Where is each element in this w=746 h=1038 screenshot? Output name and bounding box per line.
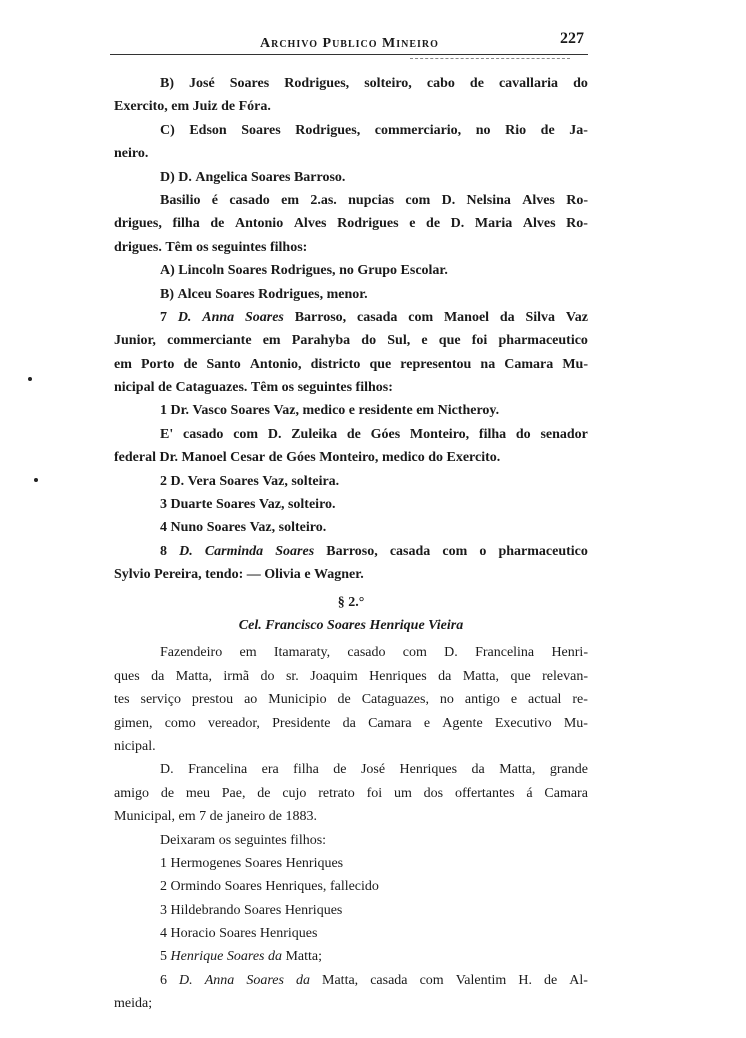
text-line: gimen, como vereador, Presidente da Camara e Agente Executivo Mu-: [114, 715, 588, 731]
text-line: E' casado com D. Zuleika de Góes Monteiro, filha do senador: [160, 426, 588, 442]
text-line: 6 D. Anna Soares da Matta, casada com Valentim H. de Al-: [160, 972, 588, 988]
running-title: Archivo Publico Mineiro: [260, 36, 439, 51]
text-line: Exercito, em Juiz de Fóra.: [114, 99, 271, 115]
text-line: meida;: [114, 996, 153, 1012]
text-line: Basilio é casado em 2.as. nupcias com D. Nelsina Alves Ro-: [160, 192, 588, 208]
section-number: § 2.°: [337, 594, 365, 610]
text-line: D. Francelina era filha de José Henriques da Matta, grande: [160, 762, 588, 778]
text-line: nicipal de Cataguazes. Têm os seguintes filhos:: [114, 380, 393, 396]
text-line: B) Alceu Soares Rodrigues, menor.: [160, 286, 368, 302]
header-rule: [110, 54, 588, 55]
text-line: amigo de meu Pae, de cujo retrato foi um dos offertantes á Camara: [114, 785, 588, 801]
text-line: Fazendeiro em Itamaraty, casado com D. Francelina Henri-: [160, 645, 588, 661]
text-line: 5 Henrique Soares da Matta;: [160, 949, 323, 965]
paragraph-block-2: [114, 641, 588, 1015]
text-line: 3 Hildebrando Soares Henriques: [160, 902, 343, 918]
text-line: 4 Nuno Soares Vaz, solteiro.: [160, 520, 327, 536]
text-line: Deixaram os seguintes filhos:: [160, 832, 327, 848]
text-line: 2 Ormindo Soares Henriques, fallecido: [160, 879, 379, 895]
text-line: 4 Horacio Soares Henriques: [160, 926, 318, 942]
text-line: 7 D. Anna Soares Barroso, casada com Manoel da Silva Vaz: [160, 309, 588, 325]
text-line: 1 Hermogenes Soares Henriques: [160, 855, 344, 871]
text-line: 3 Duarte Soares Vaz, solteiro.: [160, 497, 336, 513]
page-header: [110, 28, 588, 56]
text-line: 2 D. Vera Soares Vaz, solteira.: [160, 473, 340, 489]
text-line: neiro.: [114, 146, 149, 162]
text-line: nicipal.: [114, 738, 156, 754]
page-number: 227: [560, 30, 584, 47]
text-line: C) Edson Soares Rodrigues, commerciario, no Rio de Ja-: [160, 122, 588, 138]
margin-dot: [34, 478, 38, 482]
text-line: B) José Soares Rodrigues, solteiro, cabo de cavallaria do: [160, 76, 588, 91]
text-line: Municipal, em 7 de janeiro de 1883.: [114, 809, 317, 825]
text-line: Junior, commerciante em Parahyba do Sul, e que foi pharmaceutico: [114, 333, 588, 349]
text-line: drigues, filha de Antonio Alves Rodrigues e de D. Maria Alves Ro-: [114, 216, 588, 232]
text-line: federal Dr. Manoel Cesar de Góes Monteiro, medico do Exercito.: [114, 450, 501, 466]
text-line: tes serviço prestou ao Municipio de Cataguazes, no antigo e actual re-: [114, 692, 588, 708]
margin-dot: [28, 377, 32, 381]
body-text: [114, 72, 588, 1016]
header-rule-dashed: [410, 58, 570, 59]
section-heading: Cel. Francisco Soares Henrique Vieira: [238, 617, 464, 633]
text-line: 1 Dr. Vasco Soares Vaz, medico e residente em Nictheroy.: [160, 403, 500, 419]
text-line: 8 D. Carminda Soares Barroso, casada com o pharmaceutico: [160, 543, 588, 559]
text-line: drigues. Têm os seguintes filhos:: [114, 239, 308, 255]
text-line: Sylvio Pereira, tendo: — Olivia e Wagner.: [114, 567, 364, 583]
text-line: em Porto de Santo Antonio, districto que representou na Camara Mu-: [114, 356, 588, 372]
text-line: D) D. Angelica Soares Barroso.: [160, 169, 346, 185]
text-line: A) Lincoln Soares Rodrigues, no Grupo Escolar.: [160, 263, 448, 279]
paragraph-block-1: [114, 72, 588, 587]
text-line: ques da Matta, irmã do sr. Joaquim Henriques da Matta, que relevan-: [114, 668, 588, 684]
